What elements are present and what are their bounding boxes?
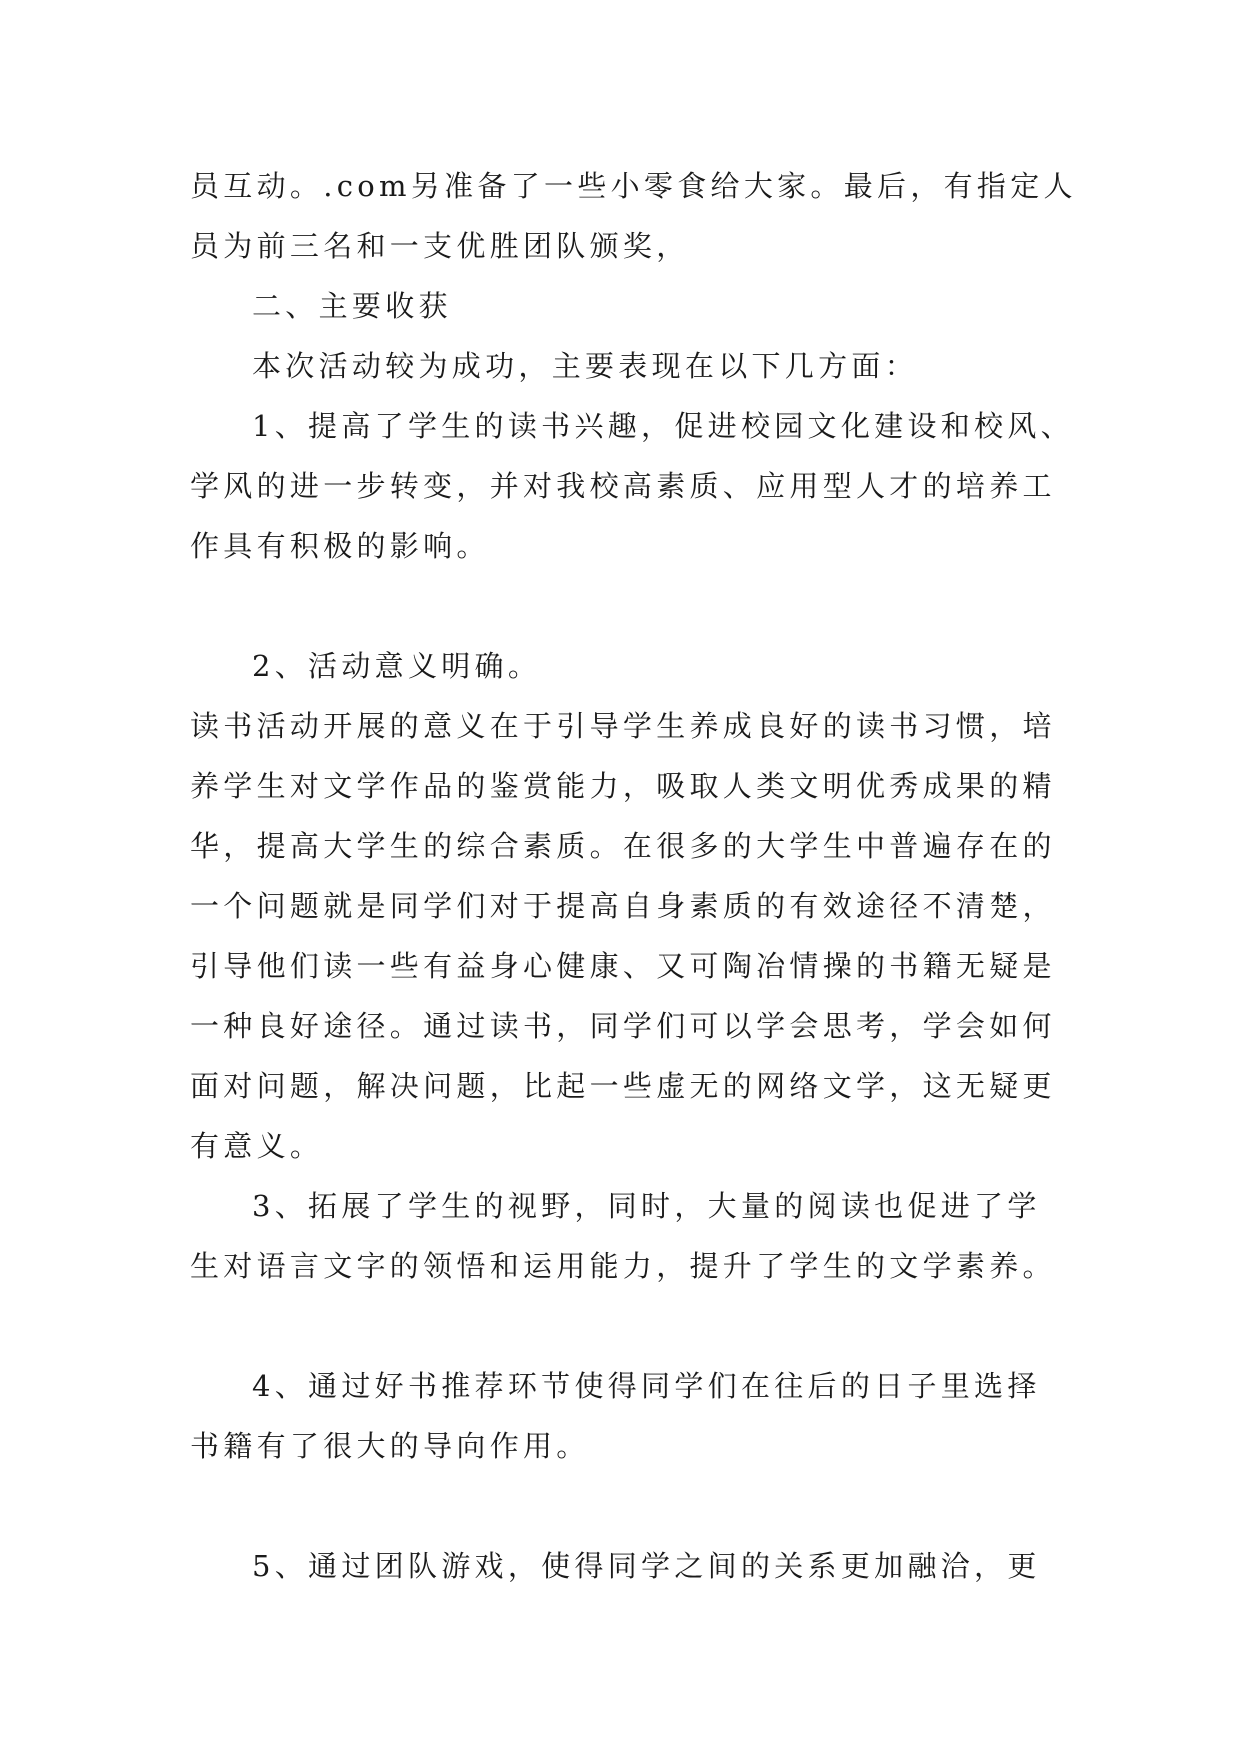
text-line: 书籍有了很大的导向作用。 — [190, 1429, 590, 1463]
paragraph-gap — [190, 576, 1070, 636]
text-line: 引导他们读一些有益身心健康、又可陶冶情操的书籍无疑是 — [190, 949, 1056, 983]
text-line: 养学生对文学作品的鉴赏能力，吸取人类文明优秀成果的精 — [190, 769, 1056, 803]
text-line: 有意义。 — [190, 1129, 324, 1163]
text-line: 面对问题，解决问题，比起一些虚无的网络文学，这无疑更 — [190, 1069, 1056, 1103]
paragraph-gap — [190, 1476, 1070, 1536]
text-line: 一种良好途径。通过读书，同学们可以学会思考，学会如何 — [190, 1009, 1056, 1043]
text-line: 本次活动较为成功，主要表现在以下几方面： — [252, 349, 919, 383]
document-body — [190, 156, 1077, 1596]
list-item-3-line: 3、拓展了学生的视野，同时，大量的阅读也促进了学 — [252, 1189, 1041, 1223]
text-line: 学风的进一步转变，并对我校高素质、应用型人才的培养工 — [190, 469, 1056, 503]
list-item-2-line: 2、活动意义明确。 — [252, 649, 542, 683]
text-line: 生对语言文字的领悟和运用能力，提升了学生的文学素养。 — [190, 1249, 1056, 1283]
text-line: 华，提高大学生的综合素质。在很多的大学生中普遍存在的 — [190, 829, 1056, 863]
section-heading: 二、主要收获 — [252, 289, 452, 323]
list-item-4-line: 4、通过好书推荐环节使得同学们在往后的日子里选择 — [252, 1369, 1041, 1403]
text-line: 员为前三名和一支优胜团队颁奖， — [190, 229, 690, 263]
list-item-5-line: 5、通过团队游戏，使得同学之间的关系更加融洽，更 — [252, 1549, 1041, 1583]
text-line: 读书活动开展的意义在于引导学生养成良好的读书习惯，培 — [190, 709, 1056, 743]
list-item-1-line: 1、提高了学生的读书兴趣，促进校园文化建设和校风、 — [252, 409, 1074, 443]
text-line: 一个问题就是同学们对于提高自身素质的有效途径不清楚， — [190, 889, 1056, 923]
text-line: 作具有积极的影响。 — [190, 529, 490, 563]
text-line: 员互动。.com另准备了一些小零食给大家。最后，有指定人 — [190, 169, 1077, 203]
paragraph-gap — [190, 1296, 1070, 1356]
